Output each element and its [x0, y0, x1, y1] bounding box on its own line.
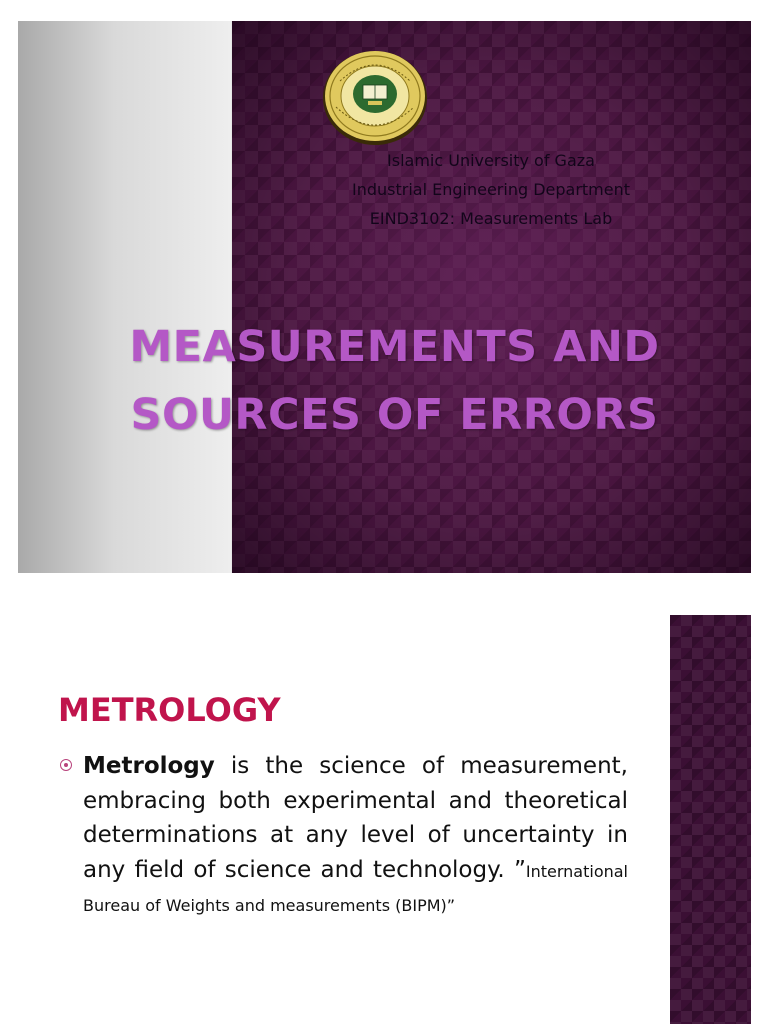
department-name: Industrial Engineering Department: [351, 180, 631, 199]
metrology-slide: [18, 615, 751, 1024]
slide-heading: METROLOGY: [58, 691, 281, 729]
bullet-source: International Bureau of Weights and measurements (BIPM)”: [83, 861, 628, 915]
slide-title-line-2: SOURCES OF ERRORS: [130, 390, 659, 440]
course-name: EIND3102: Measurements Lab: [369, 209, 613, 228]
title-slide: [18, 21, 751, 573]
purple-pattern-panel: [231, 21, 751, 573]
university-name: Islamic University of Gaza: [387, 151, 595, 170]
purple-side-bar: [670, 615, 751, 1024]
slide-title: [58, 313, 731, 449]
university-seal-logo: [322, 47, 428, 145]
bullet-text: [83, 749, 628, 922]
bullet-body: is the science of measurement, embracing both experimental and theoretical determinations at any level of uncertainty in any field of science and technology. ”: [83, 753, 628, 883]
institution-block: [231, 146, 751, 233]
circle-dot-bullet-icon: [60, 759, 72, 771]
slide-title-line-1: MEASUREMENTS AND: [129, 322, 660, 372]
bullet-term: Metrology: [83, 753, 215, 779]
grey-gradient-panel: [18, 21, 231, 573]
